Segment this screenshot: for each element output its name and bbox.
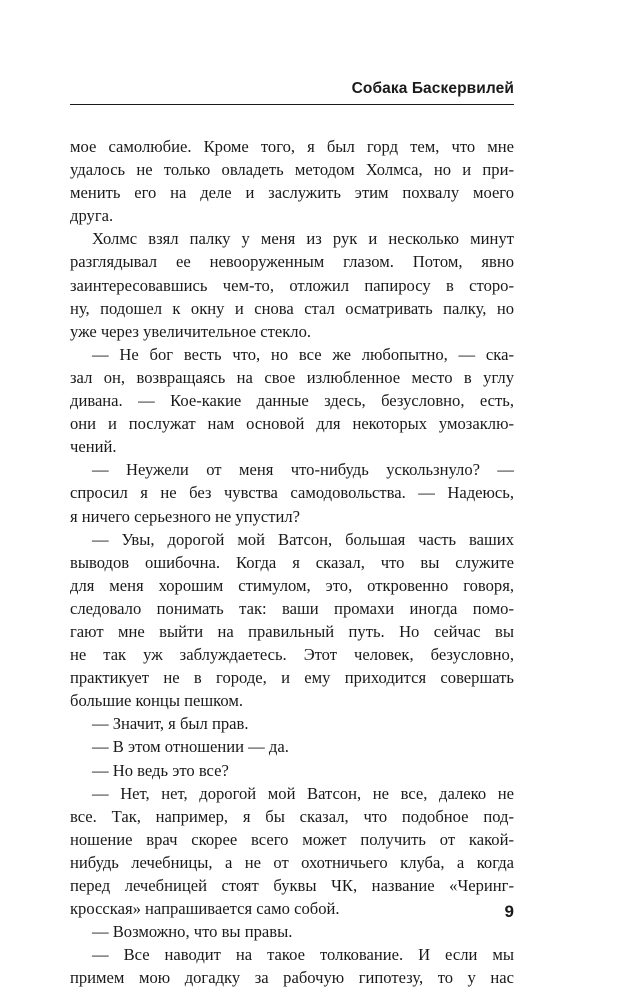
page-number: 9 [504,902,514,921]
text-line: кросская» напрашивается само собой. [70,899,340,919]
text-line: разглядывал ее невооруженным глазом. Потом, явно [70,252,514,272]
text-line: друга. [70,206,114,226]
text-line: Холмс взял палку у меня из рук и несколько минут [92,229,514,249]
text-line: — Все наводит на такое толкование. И если мы [92,945,514,965]
text-line: — Значит, я был прав. [92,714,249,734]
text-line: чений. [70,437,117,457]
running-head [70,78,514,105]
book-title: Собака Баскервилей [351,80,514,97]
text-line: удалось не только овладеть методом Холмса, но и при- [70,160,514,180]
text-line: зал он, возвращаясь на свое излюбленное место в углу [70,367,514,387]
text-line: мое самолюбие. Кроме того, я был горд тем, что мне [70,137,514,156]
text-line: большие концы пешком. [70,691,243,711]
text-line: — Неужели от меня что-нибудь ускользнуло? — [92,460,514,480]
text-line: все. Так, например, я бы сказал, что подобное под- [70,806,514,826]
text-line: менить его на деле и заслужить этим похвалу моего [70,183,514,203]
text-line: — Нет, нет, дорогой мой Ватсон, не все, далеко не [92,783,514,803]
text-line: гают мне выйти на правильный путь. Но сейчас вы [70,621,514,641]
text-line: нибудь лечебницы, а не от охотничьего клуба, а когда [70,852,514,872]
text-line: я ничего серьезного не упустил? [70,506,301,526]
text-line: заинтересовавшись чем-то, отложил папиросу в сторо- [70,275,514,295]
text-line: они и послужат нам основой для некоторых умозаклю- [70,414,514,434]
text-line: — Возможно, что вы правы. [92,922,293,942]
text-line: для меня хорошим стимулом, это, откровенно говоря, [70,575,514,595]
text-line: — Но ведь это все? [92,760,229,780]
text-line: следовало понимать так: ваши промахи иногда помо- [70,598,514,618]
text-line: уже через увеличительное стекло. [70,321,312,341]
text-line: — Не бог весть что, но все же любопытно, — ска- [92,344,514,364]
text-line: примем мою догадку за рабочую гипотезу, то у нас [70,968,514,988]
text-line: выводов ошибочна. Когда я сказал, что вы служите [70,552,514,572]
text-line: спросил я не без чувства самодовольства. — Надеюсь, [70,483,514,503]
text-line: ношение врач скорее всего может получить от какой- [70,829,514,849]
text-line: практикует не в городе, и ему приходится совершать [70,668,514,688]
text-line: не так уж заблуждаетесь. Этот человек, безусловно, [70,645,514,665]
text-line: — В этом отношении — да. [92,737,289,757]
page-body [70,135,514,989]
text-line: дивана. — Кое-какие данные здесь, безусловно, есть, [70,391,514,411]
text-line: перед лечебницей стоят буквы ЧК, название «Черинг- [70,876,514,895]
text-line: — Увы, дорогой мой Ватсон, большая часть ваших [92,529,514,549]
text-line: ну, подошел к окну и снова стал осматривать палку, но [70,298,514,318]
